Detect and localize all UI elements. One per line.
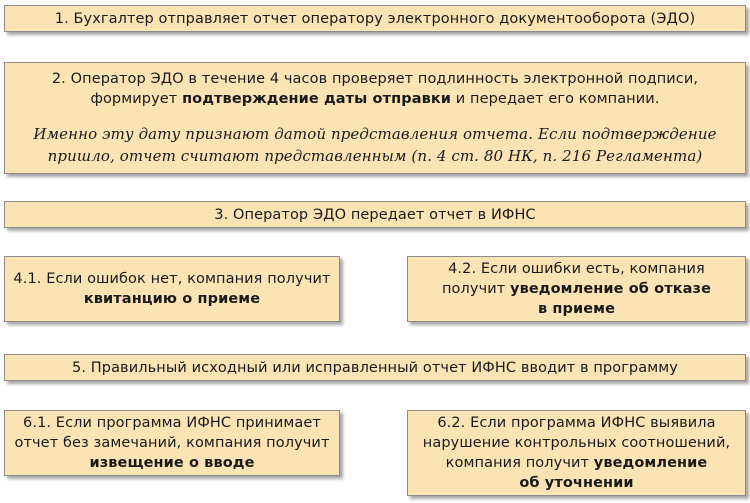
- step-4-2-box: [407, 256, 746, 322]
- step-6-2-line3: [446, 453, 708, 473]
- step-6-2-box: [407, 410, 746, 496]
- step-2-note-line1: Именно эту дату признают датой представления отчета. Если подтверждение: [33, 125, 717, 143]
- step-2-note: [33, 123, 716, 167]
- step-4-1-line1: 4.1. Если ошибок нет, компания получит: [13, 271, 331, 287]
- step-5-box: [4, 354, 746, 381]
- step-6-2-bold2: об уточнении: [519, 475, 634, 491]
- step-2-post: и передает его компании.: [451, 91, 660, 107]
- step-2-bold: подтверждение даты отправки: [182, 91, 452, 107]
- step-6-2-pre: компания получит: [445, 455, 594, 471]
- step-4-1-box: [4, 256, 340, 322]
- step-5-text: 5. Правильный исходный или исправленный отчет ИФНС вводит в программу: [72, 359, 678, 376]
- step-4-2-line1: 4.2. Если ошибки есть, компания: [448, 261, 705, 277]
- step-6-1-bold: извещение о вводе: [89, 455, 255, 471]
- step-4-2-line2: [442, 279, 711, 299]
- step-6-2-line1: 6.2. Если программа ИФНС выявила: [437, 415, 716, 431]
- step-1-text: 1. Бухгалтер отправляет отчет оператору электронного документооборота (ЭДО): [54, 10, 696, 27]
- step-2-note-line2: пришло, отчет считают представленным (п. 4 ст. 80 НК, п. 216 Регламента): [47, 147, 703, 165]
- step-6-2-line2: нарушение контрольных соотношений,: [422, 435, 731, 451]
- step-2-pre: формирует: [90, 91, 183, 107]
- step-3-text: 3. Оператор ЭДО передает отчет в ИФНС: [214, 206, 536, 223]
- step-2-line2: [90, 89, 659, 109]
- step-6-1-box: [4, 410, 340, 476]
- step-6-1-line1: 6.1. Если программа ИФНС принимает: [23, 415, 321, 431]
- step-4-1-bold: квитанцию о приеме: [83, 291, 261, 307]
- step-4-2-pre: получит: [441, 281, 511, 297]
- step-6-1-line2: отчет без замечаний, компания получит: [14, 435, 330, 451]
- step-1-box: [4, 5, 746, 32]
- step-4-2-bold1: уведомление об отказе: [510, 281, 712, 297]
- step-6-2-bold1: уведомление: [593, 455, 708, 471]
- step-2-box: [4, 62, 746, 174]
- step-4-2-bold2: в приеме: [537, 301, 616, 317]
- step-2-line1: 2. Оператор ЭДО в течение 4 часов проверяет подлинность электронной подписи,: [51, 71, 699, 87]
- step-3-box: [4, 201, 746, 228]
